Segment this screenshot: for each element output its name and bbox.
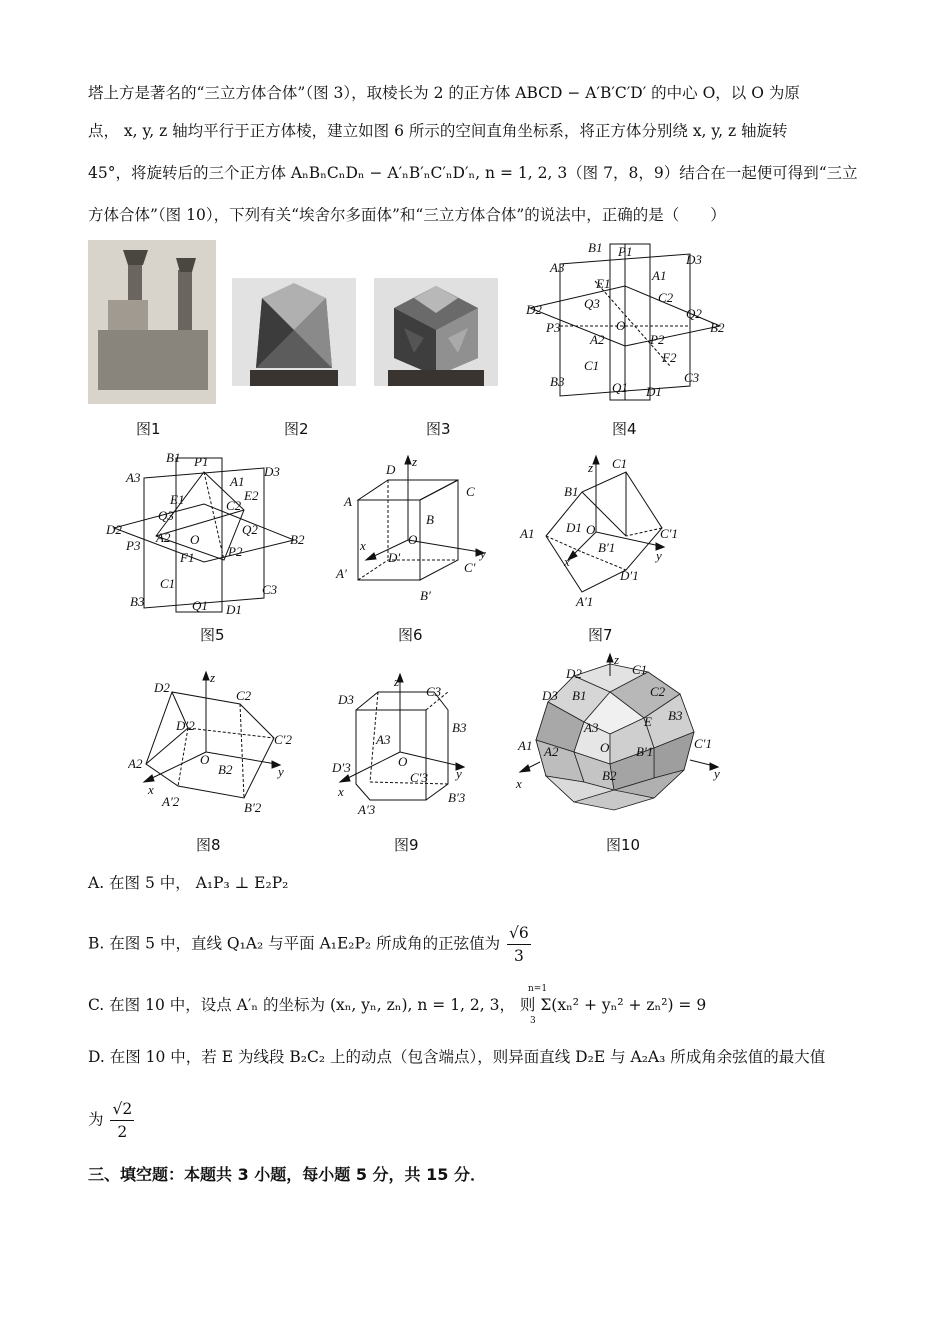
label: y bbox=[714, 766, 720, 781]
fraction-numerator: √6 bbox=[507, 922, 531, 945]
label: x bbox=[516, 776, 522, 791]
label: C3 bbox=[262, 582, 278, 597]
label: A2 bbox=[544, 744, 559, 759]
fraction-denominator: 2 bbox=[117, 1123, 128, 1141]
label: C3 bbox=[684, 370, 700, 385]
label: D2 bbox=[566, 666, 582, 681]
label: x bbox=[360, 538, 366, 553]
option-b bbox=[88, 922, 533, 967]
label: D′2 bbox=[176, 718, 195, 733]
label: B′3 bbox=[448, 790, 466, 805]
label: C′ bbox=[464, 560, 476, 575]
label: C2 bbox=[650, 684, 666, 699]
option-c bbox=[88, 994, 706, 1016]
label: B′2 bbox=[244, 800, 262, 815]
caption-figure-3: 图3 bbox=[426, 420, 451, 438]
option-b-fraction bbox=[507, 922, 531, 967]
label: B3 bbox=[130, 594, 145, 609]
label: B′1 bbox=[636, 744, 654, 759]
figure-5-diagram bbox=[104, 450, 314, 620]
label: y bbox=[456, 766, 462, 781]
caption-figure-7: 图7 bbox=[588, 626, 613, 644]
option-d-text: 为 bbox=[88, 1110, 104, 1129]
figure-8-diagram bbox=[128, 668, 308, 828]
label: O bbox=[190, 532, 200, 547]
label: P3 bbox=[126, 538, 141, 553]
label: z bbox=[412, 454, 418, 469]
label: P1 bbox=[194, 454, 209, 469]
label: A′3 bbox=[358, 802, 376, 817]
label: E1 bbox=[596, 276, 611, 291]
label: C2 bbox=[236, 688, 252, 703]
label: O bbox=[200, 752, 210, 767]
option-c-text: C. 在图 10 中，设点 A′ₙ 的坐标为 (xₙ, yₙ, zₙ), n = 1, 2, 3， 则 Σ(xₙ² + yₙ² + zₙ²) = 9 bbox=[88, 996, 707, 1014]
label: D1 bbox=[646, 384, 662, 399]
label: D3 bbox=[264, 464, 280, 479]
label: Q1 bbox=[192, 598, 208, 613]
label: C1 bbox=[160, 576, 176, 591]
label: D bbox=[386, 462, 396, 477]
label: D′ bbox=[388, 550, 401, 565]
label: C′2 bbox=[274, 732, 293, 747]
figure-4-diagram bbox=[520, 236, 740, 408]
figure-9-diagram bbox=[330, 670, 490, 828]
option-d-line-2 bbox=[88, 1098, 136, 1143]
label: A1 bbox=[520, 526, 535, 541]
label: P2 bbox=[228, 544, 243, 559]
figure-6-diagram bbox=[330, 452, 500, 612]
label: A′ bbox=[336, 566, 347, 581]
label: D′3 bbox=[332, 760, 351, 775]
section-heading: 三、填空题：本题共 3 小题，每小题 5 分，共 15 分． bbox=[88, 1165, 486, 1184]
label: A′2 bbox=[162, 794, 180, 809]
option-d-line-1: D. 在图 10 中，若 E 为线段 B₂C₂ 上的动点（包含端点），则异面直线 D₂E 与 A₂A₃ 所成角余弦值的最大值 bbox=[88, 1048, 826, 1066]
option-a: A. 在图 5 中， A₁P₃ ⊥ E₂P₂ bbox=[88, 874, 289, 892]
label: D2 bbox=[106, 522, 122, 537]
label: A3 bbox=[126, 470, 141, 485]
label: C3 bbox=[426, 684, 442, 699]
intro-line-3: 45°，将旋转后的三个正方体 AₙBₙCₙDₙ − A′ₙB′ₙC′ₙD′ₙ, n = 1, 2, 3（图 7，8，9）结合在一起便可得到“三立 bbox=[88, 164, 858, 182]
label: C′1 bbox=[660, 526, 679, 541]
label: B1 bbox=[564, 484, 579, 499]
caption-figure-4: 图4 bbox=[612, 420, 637, 438]
label: z bbox=[394, 674, 400, 689]
label: A1 bbox=[230, 474, 245, 489]
label: C′3 bbox=[410, 770, 429, 785]
option-b-text: B. 在图 5 中，直线 Q₁A₂ 与平面 A₁E₂P₂ 所成角的正弦值为 bbox=[88, 934, 501, 953]
label: P2 bbox=[650, 332, 665, 347]
label: B1 bbox=[572, 688, 587, 703]
label: Q1 bbox=[612, 380, 628, 395]
label: Q3 bbox=[158, 508, 174, 523]
label: x bbox=[148, 782, 154, 797]
label: D′1 bbox=[620, 568, 639, 583]
caption-figure-1: 图1 bbox=[136, 420, 161, 438]
intro-line-1: 塔上方是著名的“三立方体合体”（图 3），取棱长为 2 的正方体 ABCD − A′B′C′D′ 的中心 O，以 O 为原 bbox=[88, 84, 800, 102]
label: z bbox=[210, 670, 216, 685]
label: P3 bbox=[546, 320, 561, 335]
label: y bbox=[656, 548, 662, 563]
caption-figure-8: 图8 bbox=[196, 836, 221, 854]
label: A2 bbox=[128, 756, 143, 771]
label: P1 bbox=[618, 244, 633, 259]
figure-1-waterfall-image bbox=[88, 240, 216, 404]
label: A3 bbox=[584, 720, 599, 735]
label: C2 bbox=[658, 290, 674, 305]
label: y bbox=[278, 764, 284, 779]
label: C2 bbox=[226, 498, 242, 513]
figure-2-compound-image bbox=[232, 278, 356, 386]
label: A bbox=[344, 494, 352, 509]
label: z bbox=[614, 652, 620, 667]
caption-figure-10: 图10 bbox=[606, 836, 641, 854]
label: A3 bbox=[376, 732, 391, 747]
label: E1 bbox=[170, 492, 185, 507]
label: O bbox=[408, 532, 418, 547]
label: A2 bbox=[590, 332, 605, 347]
label: B3 bbox=[550, 374, 565, 389]
figure-3-compound-image bbox=[374, 278, 498, 386]
label: D3 bbox=[686, 252, 702, 267]
intro-line-4: 方体合体”（图 10），下列有关“埃舍尔多面体”和“三立方体合体”的说法中，正确的是（ ） bbox=[88, 206, 726, 224]
option-d-fraction bbox=[110, 1098, 134, 1143]
label: D2 bbox=[154, 680, 170, 695]
label: F1 bbox=[180, 550, 195, 565]
label: B3 bbox=[668, 708, 683, 723]
label: C1 bbox=[584, 358, 600, 373]
label: Q2 bbox=[242, 522, 258, 537]
caption-figure-5: 图5 bbox=[200, 626, 225, 644]
label: z bbox=[588, 460, 594, 475]
fraction-numerator: √2 bbox=[110, 1098, 134, 1121]
label: A2 bbox=[156, 530, 171, 545]
label: A′1 bbox=[576, 594, 594, 609]
label: E bbox=[644, 714, 652, 729]
label: C bbox=[466, 484, 475, 499]
label: D3 bbox=[542, 688, 558, 703]
label: B2 bbox=[290, 532, 305, 547]
label: B2 bbox=[218, 762, 233, 777]
figure-10-diagram bbox=[514, 652, 728, 832]
label: B2 bbox=[710, 320, 725, 335]
label: Q2 bbox=[686, 306, 702, 321]
label: A1 bbox=[518, 738, 533, 753]
label: B1 bbox=[166, 450, 181, 465]
label: x bbox=[564, 554, 570, 569]
fraction-denominator: 3 bbox=[513, 947, 524, 965]
label: D3 bbox=[338, 692, 354, 707]
label: A3 bbox=[550, 260, 565, 275]
label: O bbox=[586, 522, 596, 537]
caption-figure-2: 图2 bbox=[284, 420, 309, 438]
label: x bbox=[338, 784, 344, 799]
label: D1 bbox=[226, 602, 242, 617]
label: B′ bbox=[420, 588, 431, 603]
label: Q3 bbox=[584, 296, 600, 311]
label: B bbox=[426, 512, 434, 527]
label: D1 bbox=[566, 520, 582, 535]
label: C1 bbox=[632, 662, 648, 677]
label: B2 bbox=[602, 768, 617, 783]
intro-line-2: 点， x, y, z 轴均平行于正方体棱，建立如图 6 所示的空间直角坐标系，将正方体分别绕 x, y, z 轴旋转 bbox=[88, 122, 788, 140]
label: F2 bbox=[662, 350, 677, 365]
sum-lower-limit: 3 bbox=[530, 1016, 536, 1026]
label: O bbox=[398, 754, 408, 769]
label: y bbox=[480, 546, 486, 561]
figure-7-diagram bbox=[516, 452, 696, 612]
label: O bbox=[600, 740, 610, 755]
caption-figure-9: 图9 bbox=[394, 836, 419, 854]
label: A1 bbox=[652, 268, 667, 283]
label: C′1 bbox=[694, 736, 713, 751]
label: B′1 bbox=[598, 540, 616, 555]
label: E2 bbox=[244, 488, 259, 503]
caption-figure-6: 图6 bbox=[398, 626, 423, 644]
label: B3 bbox=[452, 720, 467, 735]
label: D2 bbox=[526, 302, 542, 317]
label: O bbox=[616, 318, 626, 333]
sum-upper-limit: n=1 bbox=[528, 984, 548, 994]
label: B1 bbox=[588, 240, 603, 255]
label: C1 bbox=[612, 456, 628, 471]
